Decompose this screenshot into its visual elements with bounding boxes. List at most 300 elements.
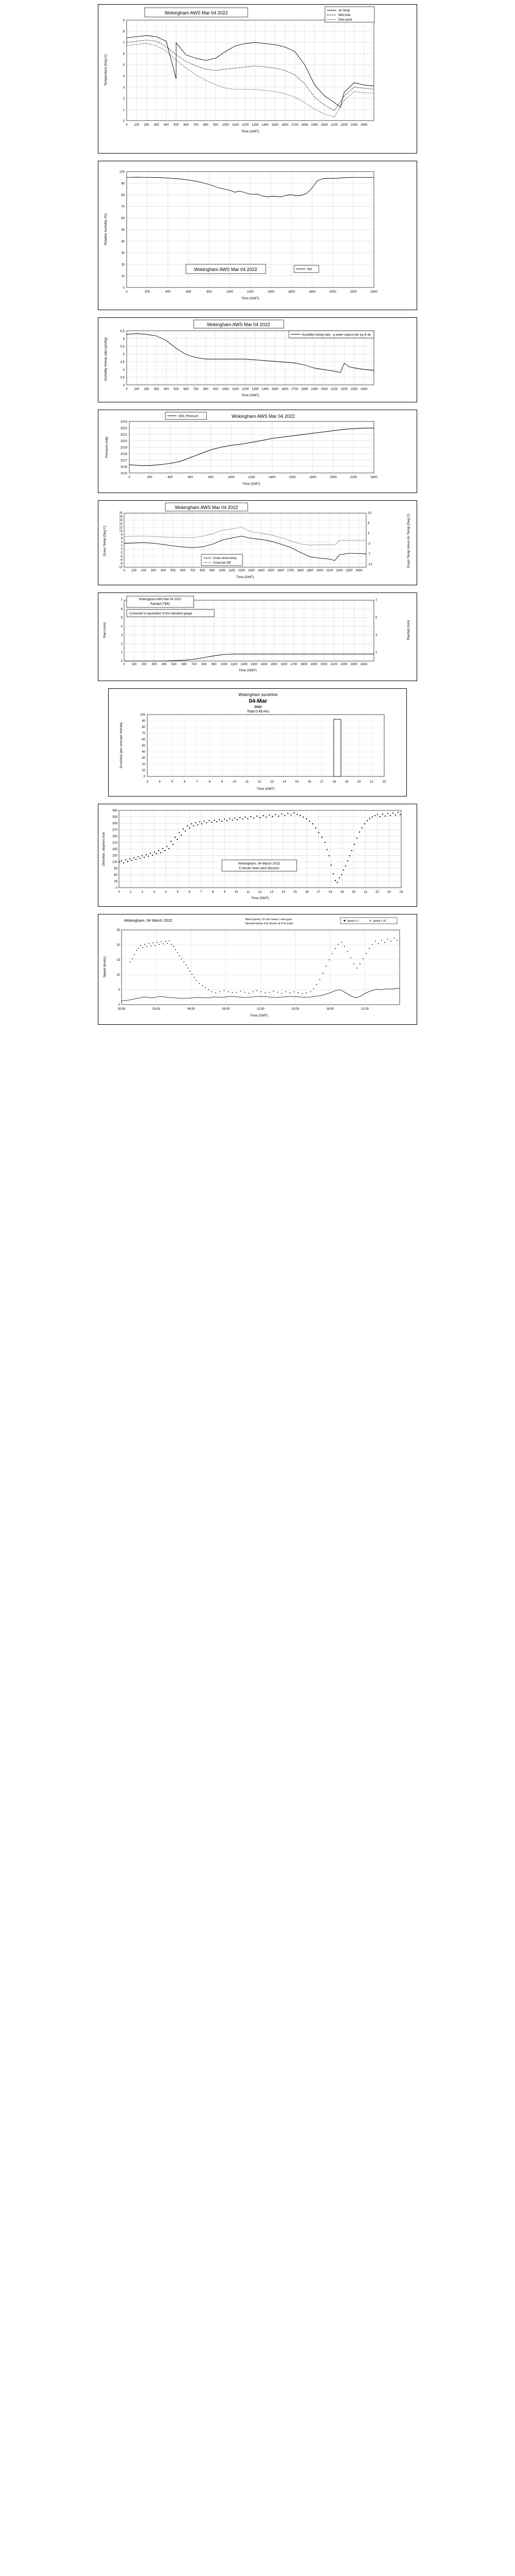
y-tick: 20	[119, 512, 123, 515]
y-axis-label: Speed (knots)	[103, 956, 107, 978]
y-axis-label: Relative humidity (%)	[104, 213, 108, 245]
y2-tick: 3	[368, 532, 370, 535]
x-tick: 5	[171, 781, 174, 784]
y-tick: 90	[121, 182, 125, 185]
x-tick: 11	[245, 781, 249, 784]
x-tick: 1500	[271, 388, 279, 391]
x-tick: 1300	[251, 388, 259, 391]
y-tick: 1022	[120, 427, 127, 430]
y-tick: 9	[123, 19, 125, 23]
x-tick: 1700	[290, 663, 298, 666]
x-tick: 3	[153, 891, 156, 894]
y-tick: 1021	[120, 433, 127, 437]
x-tick: 2200	[340, 388, 348, 391]
x-tick: 1000	[222, 388, 229, 391]
x-tick: 200	[144, 388, 149, 391]
y-tick: 7	[123, 41, 125, 45]
x-tick: 0	[126, 291, 128, 294]
chart-title: Wokingham, 04 March 2022	[124, 918, 173, 923]
x-tick: 15	[295, 781, 299, 784]
x-tick: 10	[234, 891, 238, 894]
x-tick: 1600	[281, 388, 288, 391]
x-tick: 4	[165, 891, 167, 894]
x-tick: 22	[375, 891, 379, 894]
x-tick: 400	[165, 291, 171, 294]
panel-rainfall	[98, 592, 417, 681]
legend-label: RH	[307, 268, 312, 272]
y-tick: 3	[121, 634, 123, 637]
chart-title: Wokingham sunshine	[238, 692, 278, 697]
bar	[334, 719, 341, 776]
x-tick: 1400	[268, 476, 276, 479]
msl-pressure-chart	[98, 410, 417, 493]
x-tick: 19	[340, 891, 344, 894]
y-tick: 4	[123, 368, 125, 372]
y-tick: 4	[121, 540, 123, 544]
y-tick: 5	[121, 616, 123, 620]
x-tick: 400	[161, 663, 167, 666]
chart-subtitle: Rainfall (TBR)	[150, 603, 170, 606]
panel-temperature	[98, 4, 417, 154]
sunshine-chart	[109, 689, 406, 796]
x-tick: 16	[305, 891, 309, 894]
y-axis-label: Temperature (Deg C)	[104, 54, 108, 86]
x-tick: 17	[320, 781, 324, 784]
x-tick: 500	[171, 663, 177, 666]
x-tick: 1000	[228, 476, 235, 479]
x-tick: 2300	[350, 388, 358, 391]
x-tick: 1700	[291, 124, 299, 127]
x-tick: 1200	[247, 291, 254, 294]
x-tick: 1600	[277, 569, 284, 572]
x-tick: 22	[382, 781, 386, 784]
y2-tick: 13	[368, 512, 371, 515]
x-axis-label: Time (GMT)	[241, 130, 260, 133]
x-tick: 1000	[222, 124, 229, 127]
x-tick: 20	[352, 891, 356, 894]
x-tick: 7	[200, 891, 202, 894]
x-axis-label: Time (GMT)	[250, 1014, 268, 1018]
y-tick: 8	[123, 30, 125, 34]
x-tick: 1800	[309, 476, 317, 479]
x-tick: 15	[293, 891, 297, 894]
y-tick: 1015	[120, 472, 127, 476]
x-tick: 2200	[336, 569, 343, 572]
x-axis-label: Time (GMT)	[236, 575, 254, 579]
x-tick: 10	[233, 781, 236, 784]
y-tick: 2	[123, 97, 125, 101]
x-tick: 300	[150, 569, 157, 572]
y-tick: 0	[123, 120, 125, 123]
x-tick: 800	[201, 663, 207, 666]
x-tick: 1900	[306, 569, 314, 572]
y-tick: 1019	[120, 446, 127, 450]
y-axis-label-right: Grass Temp minus Air Temp (Deg C)	[407, 514, 410, 568]
x-axis-label: Time (GMT)	[241, 297, 260, 300]
y-tick: 4	[121, 625, 123, 629]
x-tick: 200	[144, 124, 149, 127]
x-tick: 1200	[242, 124, 249, 127]
y-tick: 10	[116, 974, 120, 977]
x-tick: 1000	[226, 291, 233, 294]
x-axis-label: Time (GMT)	[238, 669, 257, 672]
x-tick: 700	[193, 388, 199, 391]
x-tick: 2000	[321, 124, 328, 127]
y2-tick: 8	[368, 522, 370, 525]
grass-temp-chart	[98, 501, 417, 585]
x-tick: 200	[141, 663, 147, 666]
x-tick: 2000	[316, 569, 323, 572]
x-tick: 800	[203, 124, 209, 127]
y-tick: 70	[121, 206, 125, 209]
y-tick: 100	[119, 171, 125, 174]
x-tick: 21	[370, 781, 373, 784]
y-tick: 0	[115, 887, 117, 890]
chart-note: Corrected to equivalent of the standard gauge	[129, 612, 193, 616]
relative-humidity-chart	[98, 161, 417, 310]
x-tick: 1800	[300, 663, 307, 666]
y2-tick: -7	[368, 553, 371, 556]
x-tick: 100	[134, 388, 140, 391]
x-tick: 200	[141, 569, 147, 572]
y-tick: -2	[119, 551, 123, 555]
x-tick: 100	[134, 124, 140, 127]
x-tick: 1100	[232, 388, 239, 391]
y-tick: 60	[142, 738, 145, 741]
y-tick: 40	[142, 751, 145, 754]
legend-label: Grass level temp	[213, 557, 237, 560]
x-tick: 1200	[248, 476, 255, 479]
x-axis-label: Time (GMT)	[256, 787, 275, 791]
y-tick: 16	[119, 519, 123, 522]
y2-tick: 3	[375, 634, 377, 637]
y-tick: 60	[114, 874, 117, 877]
panel-grass-temp	[98, 500, 417, 585]
x-tick: 2200	[340, 124, 348, 127]
x-tick: 18:00	[326, 1008, 334, 1011]
x-tick: 15:00	[291, 1008, 300, 1011]
x-tick: 1500	[271, 124, 279, 127]
x-tick: 100	[131, 663, 137, 666]
x-tick: 1000	[220, 663, 228, 666]
x-tick: 600	[187, 476, 193, 479]
x-tick: 1600	[288, 291, 295, 294]
x-tick: 1800	[301, 124, 308, 127]
x-tick: 1100	[232, 124, 239, 127]
x-tick: 1400	[258, 569, 265, 572]
x-tick: 600	[183, 388, 189, 391]
y-tick: 20	[121, 263, 125, 267]
x-tick: 600	[181, 663, 187, 666]
x-tick: 1700	[287, 569, 294, 572]
x-tick: 1900	[311, 124, 318, 127]
x-tick: 600	[183, 124, 189, 127]
y-tick: 20	[142, 763, 145, 766]
x-tick: 1300	[251, 124, 259, 127]
x-tick: 00:00	[117, 1008, 126, 1011]
y-tick: 30	[142, 757, 145, 760]
x-tick: 9	[224, 891, 226, 894]
y-tick: 100	[140, 714, 145, 717]
y-axis-label: Sunshine (per cent per minute)	[119, 722, 123, 769]
y-tick: 3	[123, 384, 125, 387]
y-tick: 0	[121, 660, 123, 663]
x-tick: 300	[153, 388, 159, 391]
y-tick: -10	[118, 566, 123, 569]
wind-direction-chart	[98, 804, 417, 906]
y-tick: 4	[123, 75, 125, 78]
y-tick: 90	[114, 867, 117, 871]
x-tick: 6	[183, 781, 186, 784]
y-tick: 1016	[120, 466, 127, 469]
y-tick: 6	[123, 337, 125, 341]
chart-year: 2022	[254, 705, 262, 709]
chart-title: Wokingham AWS Mar 04 2022	[207, 322, 270, 327]
x-tick: 2300	[350, 663, 357, 666]
y2-tick: -2	[368, 543, 371, 546]
x-tick: 500	[173, 124, 179, 127]
x-tick: 12:00	[256, 1008, 265, 1011]
y-tick: 18	[119, 515, 123, 519]
x-tick: 14	[281, 891, 285, 894]
x-tick: 2000	[329, 291, 336, 294]
y-tick: 7	[121, 599, 123, 602]
x-tick: 8	[209, 781, 211, 784]
x-tick: 400	[163, 388, 169, 391]
x-axis-label: Time (GMT)	[251, 896, 269, 900]
y-tick: -6	[119, 558, 123, 562]
y-tick: 12	[119, 526, 123, 530]
y-tick: 0	[121, 548, 123, 551]
y-axis-label: Pressure (mb)	[105, 436, 109, 458]
x-tick: 400	[160, 569, 166, 572]
x-tick: 1100	[228, 569, 235, 572]
y-tick: 60	[121, 217, 125, 221]
x-tick: 4	[159, 781, 161, 784]
x-tick: 11	[246, 891, 250, 894]
y-tick: 1	[123, 108, 125, 112]
temperature-chart	[98, 5, 417, 153]
x-axis-label: Time (GMT)	[241, 394, 260, 397]
x-tick: 2200	[350, 476, 357, 479]
x-tick: 500	[170, 569, 176, 572]
x-tick: 2100	[330, 663, 338, 666]
x-tick: 13	[270, 891, 273, 894]
y-axis-label: Rain (mm)	[103, 622, 107, 638]
x-tick: 2	[141, 891, 144, 894]
y-tick: 1018	[120, 453, 127, 456]
y-tick: 80	[121, 194, 125, 197]
y-tick: 6	[123, 53, 125, 56]
x-tick: 1400	[262, 388, 269, 391]
y-tick: 150	[112, 854, 117, 858]
x-tick: 18	[332, 781, 336, 784]
chart-title: Wokingham AWS Mar 04 2022	[231, 414, 295, 419]
x-tick: 2100	[326, 569, 333, 572]
x-tick: 800	[203, 388, 209, 391]
legend-label: Humidity mixing ratio - g water vapour per kg of air	[302, 333, 371, 337]
y-tick: 5.5	[120, 345, 125, 349]
y-tick: 120	[112, 861, 117, 864]
x-tick: 1100	[230, 663, 237, 666]
x-tick: 1800	[301, 388, 308, 391]
x-tick: 1400	[267, 291, 274, 294]
x-tick: 1900	[310, 663, 318, 666]
y-tick: 210	[112, 841, 117, 845]
x-tick: 1300	[250, 663, 258, 666]
x-tick: 24	[399, 891, 403, 894]
y-axis-label: Grass Temp (Deg C)	[103, 526, 107, 556]
y-tick: 6	[121, 607, 123, 611]
x-tick: 100	[131, 569, 137, 572]
legend-label: MSL Pressure	[179, 415, 198, 418]
x-tick: 2400	[360, 663, 368, 666]
x-tick: 600	[185, 291, 192, 294]
x-tick: 3	[146, 781, 148, 784]
y-tick: 90	[142, 720, 145, 723]
y-tick: 50	[142, 744, 145, 748]
x-tick: 13	[270, 781, 274, 784]
legend-label: Grass/air diff	[213, 562, 231, 565]
x-tick: 23	[387, 891, 391, 894]
x-tick: 300	[153, 124, 159, 127]
y-tick: 20	[116, 944, 120, 947]
x-tick: 700	[193, 124, 199, 127]
x-tick: 300	[151, 663, 157, 666]
x-tick: 1000	[218, 569, 226, 572]
legend-label: Air temp	[338, 9, 350, 12]
y-tick: 3	[123, 86, 125, 90]
x-tick: 400	[163, 124, 169, 127]
chart-title: Wokingham AWS Mar 04 2022	[139, 598, 181, 601]
x-tick: 900	[213, 388, 218, 391]
x-tick: 0	[126, 388, 128, 391]
x-tick: 200	[144, 291, 150, 294]
x-tick: 1200	[238, 569, 245, 572]
x-tick: 1700	[291, 388, 299, 391]
x-tick: 9	[221, 781, 223, 784]
y2-tick: -12	[368, 563, 372, 566]
x-tick: 500	[173, 388, 179, 391]
y-tick: 30	[114, 880, 117, 884]
y-tick: 1	[121, 651, 123, 655]
y-tick: 14	[119, 522, 123, 526]
x-tick: 21	[364, 891, 368, 894]
x-tick: 1600	[280, 663, 288, 666]
panel-wind-direction	[98, 804, 417, 907]
x-tick: 2400	[360, 124, 368, 127]
x-tick: 2400	[370, 476, 377, 479]
x-tick: 2400	[360, 388, 368, 391]
x-tick: 2400	[370, 291, 377, 294]
x-tick: 800	[208, 476, 214, 479]
x-tick: 900	[211, 663, 217, 666]
x-tick: 8	[212, 891, 214, 894]
x-tick: 1900	[311, 388, 318, 391]
panel-sunshine	[108, 688, 407, 796]
y-tick: 3.5	[120, 376, 125, 380]
y-tick: 40	[121, 240, 125, 244]
x-tick: 2300	[346, 569, 353, 572]
x-tick: 1600	[289, 476, 296, 479]
y-tick: 240	[112, 835, 117, 838]
x-tick: 16	[307, 781, 311, 784]
x-tick: 0	[126, 124, 128, 127]
x-tick: 2100	[331, 388, 338, 391]
y-tick: 70	[142, 732, 145, 735]
y-tick: 10	[119, 530, 123, 533]
x-tick: 12	[258, 891, 262, 894]
x-tick: 1500	[267, 569, 274, 572]
y-tick: 0	[118, 1004, 120, 1007]
y-tick: 6	[121, 537, 123, 540]
x-tick: 19	[345, 781, 349, 784]
x-tick: 1600	[281, 124, 288, 127]
chart-title: Wokingham AWS Mar 04 2022	[164, 10, 228, 15]
y-tick: 1017	[120, 459, 127, 463]
x-tick: 2000	[320, 663, 328, 666]
chart-title: Wokingham AWS Mar 04 2022	[175, 505, 238, 510]
x-tick: 5	[177, 891, 179, 894]
y-tick: 360	[112, 809, 117, 812]
legend-label: Speed x 10	[373, 920, 386, 923]
y-tick: 0	[123, 286, 125, 290]
x-tick: 2400	[355, 569, 363, 572]
y-tick: -8	[119, 562, 123, 566]
y-tick: 80	[142, 726, 145, 729]
x-tick: 18	[329, 891, 332, 894]
chart-subtitle: 04-Mar	[249, 698, 267, 704]
x-tick: 1200	[241, 663, 248, 666]
x-tick: 2000	[330, 476, 337, 479]
y-tick: 5	[118, 989, 120, 992]
y-axis-label-right: Rainfall (mm)	[407, 620, 410, 640]
panel-humidity-mixing-ratio	[98, 317, 417, 402]
x-tick: 09:00	[221, 1008, 230, 1011]
humidity-mixing-ratio-chart	[98, 318, 417, 402]
y2-tick: 5	[375, 616, 377, 620]
y-tick: 8	[121, 533, 123, 537]
y-tick: 0	[143, 775, 145, 778]
x-tick: 20	[357, 781, 361, 784]
x-tick: 17	[317, 891, 320, 894]
x-tick: 1500	[270, 663, 278, 666]
legend-label: Dew point	[338, 19, 352, 22]
x-tick: 900	[213, 124, 218, 127]
chart-title: Wokingham, 04 March 2022	[238, 862, 280, 866]
x-tick: 2200	[340, 663, 348, 666]
legend-label: Speed x 1	[347, 920, 359, 923]
x-tick: 0	[128, 476, 130, 479]
y-tick: 1023	[120, 420, 127, 424]
x-tick: 700	[191, 663, 197, 666]
x-tick: 2200	[350, 291, 357, 294]
x-tick: 1300	[248, 569, 255, 572]
y-tick: 10	[142, 769, 145, 772]
x-tick: 0	[123, 663, 125, 666]
x-tick: 2100	[331, 124, 338, 127]
x-tick: 1400	[262, 124, 269, 127]
chart-subtitle: Wind speed, 10 min mean / max gust	[245, 918, 292, 921]
x-tick: 14	[282, 781, 286, 784]
x-tick: 200	[147, 476, 152, 479]
x-tick: 1200	[242, 388, 249, 391]
y2-tick: 7	[375, 599, 377, 602]
x-tick: 700	[190, 569, 196, 572]
x-tick: 0	[118, 891, 120, 894]
chart-note: Speeds below 4 kt shown at 0 kt scale	[245, 922, 294, 925]
x-tick: 0	[123, 569, 125, 572]
